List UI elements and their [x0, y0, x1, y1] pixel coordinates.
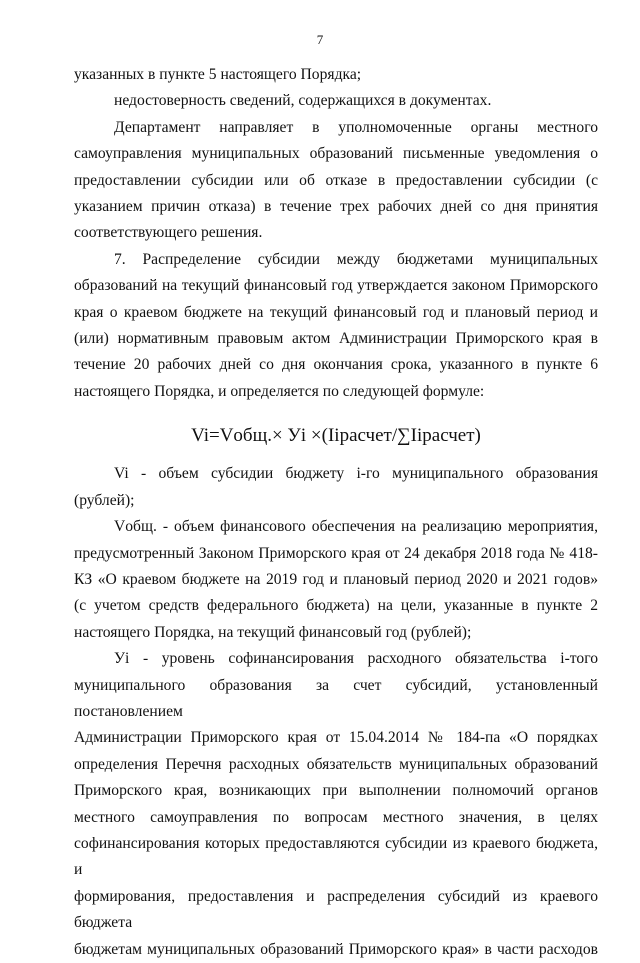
paragraph: [74, 646, 598, 963]
text-line: недостоверность сведений, содержащихся в документах.: [114, 92, 492, 110]
page-number: 7: [316, 32, 324, 47]
text-line: 7. Распределение субсидии между бюджетами муниципальных: [114, 250, 598, 268]
text-line: настоящего Порядка, и определяется по следующей формуле:: [74, 382, 485, 400]
document-body: [74, 62, 598, 963]
text-line: определения Перечня расходных обязательств муниципальных образований: [74, 755, 598, 773]
paragraph: [74, 115, 598, 247]
text-line: формирования, предоставления и распределения субсидий из краевого бюджета: [74, 887, 598, 932]
text-line: софинансирования которых предоставляются субсидии из краевого бюджета, и: [74, 834, 598, 879]
paragraph: [74, 461, 598, 514]
text-line: Администрации Приморского края от 15.04.2014 № 184-па «О порядках: [74, 729, 598, 747]
text-line: КЗ «О краевом бюджете на 2019 год и плановый период 2020 и 2021 годов»: [74, 570, 598, 588]
text-line: соответствующего решения.: [74, 224, 263, 242]
text-line: Vобщ. - объем финансового обеспечения на реализацию мероприятия,: [114, 518, 598, 536]
text-line: течение 20 рабочих дней со дня окончания срока, указанного в пункте 6: [74, 356, 598, 374]
text-line: предусмотренный Законом Приморского края от 24 декабря 2018 года № 418-: [74, 544, 598, 562]
paragraph: [74, 514, 598, 646]
text-line: муниципального образования за счет субсидий, установленный постановлением: [74, 676, 598, 720]
text-line: Приморского края, возникающих при выполнении полномочий органов: [74, 782, 598, 800]
text-line: образований на текущий финансовый год утверждается законом Приморского: [74, 277, 598, 295]
text-line: (с учетом средств федерального бюджета) на цели, указанные в пункте 2: [74, 597, 598, 615]
text-line: Департамент направляет в уполномоченные органы местного: [114, 118, 598, 136]
text-line: указанием причин отказа) в течение трех рабочих дней со дня принятия: [74, 198, 598, 216]
text-line: Уi - уровень софинансирования расходного обязательства i-того: [114, 650, 598, 668]
paragraph: [74, 88, 598, 114]
text-line: предоставлении субсидии или об отказе в предоставлении субсидии (с: [74, 171, 598, 189]
text-line: края о краевом бюджете на текущий финансовый год и плановый период и: [74, 303, 598, 321]
formula: Vi=Vобщ.× Уi ×(Iiрасчет/∑Iiрасчет): [191, 425, 481, 447]
text-line: настоящего Порядка, на текущий финансовый год (рублей);: [74, 623, 472, 641]
paragraph: [74, 62, 598, 88]
text-line: Vi - объем субсидии бюджету i-го муниципального образования (рублей);: [74, 465, 598, 509]
text-line: указанных в пункте 5 настоящего Порядка;: [74, 66, 362, 83]
paragraph: [74, 247, 598, 405]
text-line: местного самоуправления по вопросам местного значения, в целях: [74, 808, 598, 826]
text-line: самоуправления муниципальных образований письменные уведомления о: [74, 145, 598, 163]
text-line: бюджетам муниципальных образований Приморского края» в части расходов: [74, 940, 598, 958]
text-line: (или) нормативным правовым актом Администрации Приморского края в: [74, 330, 598, 348]
